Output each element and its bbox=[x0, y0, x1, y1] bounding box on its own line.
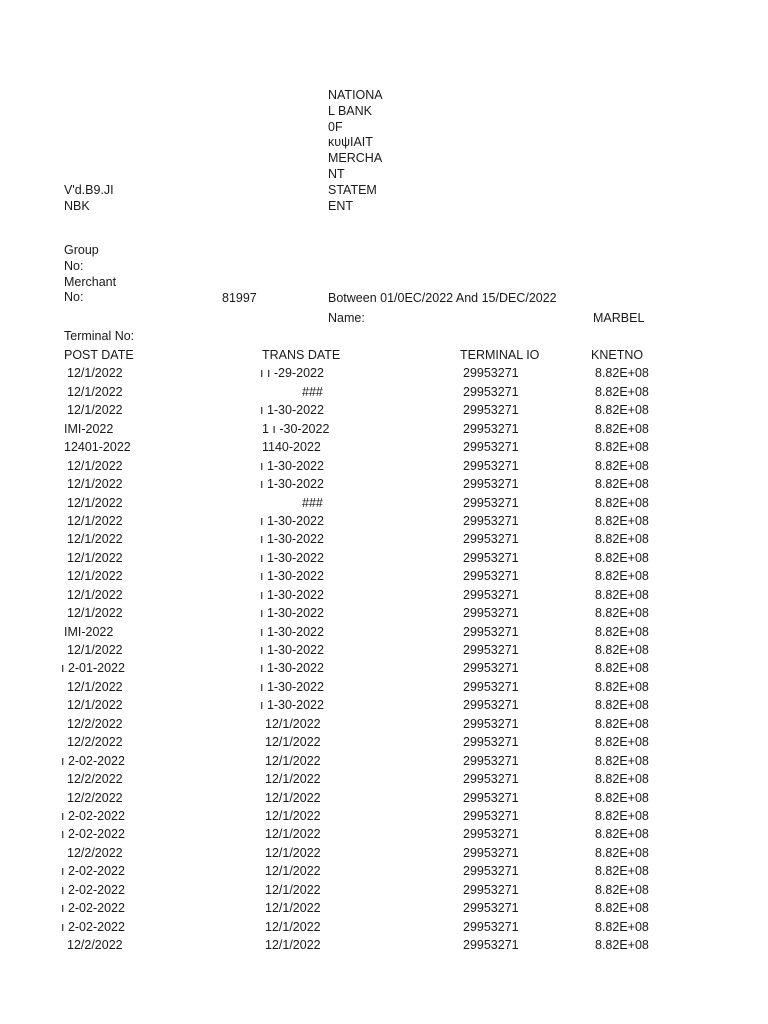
knetno-cell: 8.82E+08 bbox=[595, 661, 649, 676]
knetno-cell: 8.82E+08 bbox=[595, 550, 649, 565]
post-date-cell: IMI-2022 bbox=[64, 421, 114, 436]
post-date-cell: 12/2/2022 bbox=[67, 845, 123, 860]
trans-date-cell: ı 1-30-2022 bbox=[260, 643, 324, 657]
trans-date-cell: ı 1-30-2022 bbox=[260, 679, 324, 694]
knetno-cell: 8.82E+08 bbox=[595, 772, 649, 787]
bank-title-line: MERCHA bbox=[328, 151, 383, 166]
trans-date-cell: 12/1/2022 bbox=[265, 845, 321, 860]
knetno-cell: 8.82E+08 bbox=[595, 587, 649, 602]
terminal-id-cell: 29953271 bbox=[463, 827, 519, 842]
terminal-id-cell: 29953271 bbox=[463, 790, 519, 805]
trans-date-cell: 12/1/2022 bbox=[265, 808, 321, 823]
trans-date-cell: 12/1/2022 bbox=[265, 919, 321, 934]
terminal-id-cell: 29953271 bbox=[463, 698, 519, 713]
table-row bbox=[0, 881, 768, 899]
terminal-label: Terminal No: bbox=[64, 329, 135, 343]
knetno-cell: 8.82E+08 bbox=[595, 458, 649, 473]
table-row bbox=[0, 770, 768, 788]
knetno-cell: 8.82E+08 bbox=[595, 753, 649, 768]
terminal-id-cell: 29953271 bbox=[463, 624, 519, 639]
merchant-number: 81997 bbox=[222, 291, 257, 305]
terminal-id-cell: 29953271 bbox=[463, 938, 519, 952]
knetno-cell: 8.82E+08 bbox=[595, 606, 649, 621]
bank-title-line: STATEM bbox=[328, 182, 377, 197]
post-date-cell: ı 2-02-2022 bbox=[61, 808, 125, 823]
table-row bbox=[0, 936, 768, 954]
terminal-id-cell: 29953271 bbox=[463, 384, 519, 399]
terminal-id-cell: 29953271 bbox=[463, 513, 519, 528]
left-header bbox=[64, 183, 114, 215]
trans-date-cell: ı 1-30-2022 bbox=[260, 698, 324, 713]
terminal-id-cell: 29953271 bbox=[463, 643, 519, 657]
trans-date-cell: ı 1-30-2022 bbox=[260, 661, 324, 676]
table-row bbox=[0, 530, 768, 548]
post-date-cell: 12/1/2022 bbox=[67, 698, 123, 713]
trans-date-cell: 12/1/2022 bbox=[265, 938, 321, 952]
group-merchant-labels bbox=[64, 243, 116, 306]
post-date-cell: 12/1/2022 bbox=[67, 587, 123, 602]
knetno-cell: 8.82E+08 bbox=[595, 366, 649, 381]
trans-date-cell: 12/1/2022 bbox=[265, 864, 321, 879]
table-row bbox=[0, 733, 768, 751]
table-row bbox=[0, 457, 768, 475]
table-row bbox=[0, 807, 768, 825]
header-terminal-id: TERMINAL IO bbox=[460, 348, 540, 362]
post-date-cell: IMI-2022 bbox=[64, 624, 114, 639]
terminal-id-cell: 29953271 bbox=[463, 808, 519, 823]
post-date-cell: ı 2-01-2022 bbox=[61, 661, 125, 676]
post-date-cell: 12/2/2022 bbox=[67, 790, 123, 805]
trans-date-cell: ı 1-30-2022 bbox=[260, 587, 324, 602]
table-row bbox=[0, 623, 768, 641]
post-date-cell: ı 2-02-2022 bbox=[61, 864, 125, 879]
trans-date-cell: ı 1-30-2022 bbox=[260, 477, 324, 492]
table-body bbox=[0, 364, 768, 954]
group-label-line: Merchant bbox=[64, 274, 117, 289]
trans-date-cell: ### bbox=[302, 495, 323, 510]
terminal-id-cell: 29953271 bbox=[463, 421, 519, 436]
left-header-line: V'd.B9.JI bbox=[64, 183, 114, 197]
terminal-id-cell: 29953271 bbox=[463, 477, 519, 492]
table-row bbox=[0, 844, 768, 862]
bank-title-line: κυψIAIT bbox=[328, 135, 373, 150]
terminal-id-cell: 29953271 bbox=[463, 606, 519, 621]
terminal-id-cell: 29953271 bbox=[463, 753, 519, 768]
table-row bbox=[0, 420, 768, 438]
terminal-id-cell: 29953271 bbox=[463, 882, 519, 897]
knetno-cell: 8.82E+08 bbox=[595, 698, 649, 713]
group-label-line: Group bbox=[64, 243, 99, 257]
table-row bbox=[0, 696, 768, 714]
table-row bbox=[0, 383, 768, 401]
trans-date-cell: 12/1/2022 bbox=[265, 882, 321, 897]
knetno-cell: 8.82E+08 bbox=[595, 735, 649, 750]
knetno-cell: 8.82E+08 bbox=[595, 440, 649, 455]
terminal-id-cell: 29953271 bbox=[463, 919, 519, 934]
post-date-cell: 12/1/2022 bbox=[67, 366, 123, 381]
knetno-cell: 8.82E+08 bbox=[595, 808, 649, 823]
trans-date-cell: ı 1-30-2022 bbox=[260, 458, 324, 473]
post-date-cell: 12/1/2022 bbox=[67, 532, 123, 547]
bank-title bbox=[328, 88, 383, 214]
trans-date-cell: ı 1-30-2022 bbox=[260, 606, 324, 621]
post-date-cell: 12/1/2022 bbox=[67, 643, 123, 657]
post-date-cell: ı 2-02-2022 bbox=[61, 901, 125, 916]
knetno-cell: 8.82E+08 bbox=[595, 495, 649, 510]
post-date-cell: 12/1/2022 bbox=[67, 477, 123, 492]
table-row bbox=[0, 659, 768, 677]
trans-date-cell: ı 1-30-2022 bbox=[260, 532, 324, 547]
post-date-cell: 12/2/2022 bbox=[67, 772, 123, 787]
terminal-id-cell: 29953271 bbox=[463, 901, 519, 916]
knetno-cell: 8.82E+08 bbox=[595, 569, 649, 584]
statement-period: Botween 01/0EC/2022 And 15/DEC/2022 bbox=[328, 291, 557, 305]
knetno-cell: 8.82E+08 bbox=[595, 919, 649, 934]
trans-date-cell: ı ı -29-2022 bbox=[260, 366, 324, 381]
table-row bbox=[0, 789, 768, 807]
knetno-cell: 8.82E+08 bbox=[595, 827, 649, 842]
post-date-cell: 12/1/2022 bbox=[67, 550, 123, 565]
terminal-id-cell: 29953271 bbox=[463, 772, 519, 787]
trans-date-cell: 1 ı -30-2022 bbox=[262, 421, 330, 436]
table-row bbox=[0, 678, 768, 696]
terminal-id-cell: 29953271 bbox=[463, 587, 519, 602]
knetno-cell: 8.82E+08 bbox=[595, 864, 649, 879]
group-label-line: No: bbox=[64, 290, 84, 305]
trans-date-cell: 12/1/2022 bbox=[265, 790, 321, 805]
knetno-cell: 8.82E+08 bbox=[595, 790, 649, 805]
post-date-cell: 12/1/2022 bbox=[67, 513, 123, 528]
knetno-cell: 8.82E+08 bbox=[595, 513, 649, 528]
post-date-cell: ı 2-02-2022 bbox=[61, 919, 125, 934]
name-label: Name: bbox=[328, 311, 365, 325]
terminal-id-cell: 29953271 bbox=[463, 569, 519, 584]
knetno-cell: 8.82E+08 bbox=[595, 716, 649, 731]
post-date-cell: 12/2/2022 bbox=[67, 716, 123, 731]
name-value: MARBEL bbox=[593, 311, 645, 325]
knetno-cell: 8.82E+08 bbox=[595, 938, 649, 952]
knetno-cell: 8.82E+08 bbox=[595, 421, 649, 436]
header-knetno: KNETNO bbox=[591, 348, 644, 362]
bank-title-line: ENT bbox=[328, 198, 353, 213]
knetno-cell: 8.82E+08 bbox=[595, 532, 649, 547]
table-row bbox=[0, 475, 768, 493]
table-row bbox=[0, 825, 768, 843]
post-date-cell: ı 2-02-2022 bbox=[61, 827, 125, 842]
trans-date-cell: 1140-2022 bbox=[262, 440, 321, 455]
trans-date-cell: ı 1-30-2022 bbox=[260, 624, 324, 639]
transactions-table bbox=[0, 346, 768, 954]
table-row bbox=[0, 586, 768, 604]
table-row bbox=[0, 899, 768, 917]
table-row bbox=[0, 494, 768, 512]
post-date-cell: 12/1/2022 bbox=[67, 384, 123, 399]
bank-title-line: NATIONA bbox=[328, 88, 383, 102]
terminal-id-cell: 29953271 bbox=[463, 532, 519, 547]
post-date-cell: 12/2/2022 bbox=[67, 938, 123, 952]
post-date-cell: 12/1/2022 bbox=[67, 569, 123, 584]
table-header-row bbox=[0, 346, 768, 364]
trans-date-cell: 12/1/2022 bbox=[265, 772, 321, 787]
post-date-cell: 12/1/2022 bbox=[67, 679, 123, 694]
bank-title-line: L BANK bbox=[328, 103, 373, 118]
terminal-id-cell: 29953271 bbox=[463, 403, 519, 418]
terminal-id-cell: 29953271 bbox=[463, 716, 519, 731]
knetno-cell: 8.82E+08 bbox=[595, 477, 649, 492]
knetno-cell: 8.82E+08 bbox=[595, 384, 649, 399]
post-date-cell: 12/2/2022 bbox=[67, 735, 123, 750]
trans-date-cell: ı 1-30-2022 bbox=[260, 403, 324, 418]
trans-date-cell: 12/1/2022 bbox=[265, 901, 321, 916]
trans-date-cell: 12/1/2022 bbox=[265, 753, 321, 768]
terminal-id-cell: 29953271 bbox=[463, 366, 519, 381]
trans-date-cell: 12/1/2022 bbox=[265, 716, 321, 731]
trans-date-cell: ı 1-30-2022 bbox=[260, 569, 324, 584]
terminal-id-cell: 29953271 bbox=[463, 735, 519, 750]
knetno-cell: 8.82E+08 bbox=[595, 643, 649, 657]
post-date-cell: 12401-2022 bbox=[64, 440, 131, 455]
trans-date-cell: 12/1/2022 bbox=[265, 735, 321, 750]
knetno-cell: 8.82E+08 bbox=[595, 403, 649, 418]
table-row bbox=[0, 549, 768, 567]
bank-title-line: 0F bbox=[328, 119, 343, 134]
post-date-cell: 12/1/2022 bbox=[67, 458, 123, 473]
trans-date-cell: ı 1-30-2022 bbox=[260, 513, 324, 528]
table-row bbox=[0, 715, 768, 733]
terminal-id-cell: 29953271 bbox=[463, 458, 519, 473]
table-row bbox=[0, 512, 768, 530]
table-row bbox=[0, 438, 768, 456]
table-row bbox=[0, 641, 768, 659]
group-label-line: No: bbox=[64, 258, 84, 273]
table-row bbox=[0, 918, 768, 936]
header-trans-date: TRANS DATE bbox=[262, 348, 341, 362]
terminal-id-cell: 29953271 bbox=[463, 440, 519, 455]
table-row bbox=[0, 567, 768, 585]
trans-date-cell: 12/1/2022 bbox=[265, 827, 321, 842]
post-date-cell: 12/1/2022 bbox=[67, 606, 123, 621]
terminal-id-cell: 29953271 bbox=[463, 661, 519, 676]
knetno-cell: 8.82E+08 bbox=[595, 901, 649, 916]
knetno-cell: 8.82E+08 bbox=[595, 679, 649, 694]
knetno-cell: 8.82E+08 bbox=[595, 845, 649, 860]
left-header-line: NBK bbox=[64, 198, 90, 213]
knetno-cell: 8.82E+08 bbox=[595, 882, 649, 897]
post-date-cell: ı 2-02-2022 bbox=[61, 882, 125, 897]
header-post-date: POST DATE bbox=[64, 348, 134, 362]
trans-date-cell: ### bbox=[302, 384, 323, 399]
table-row bbox=[0, 401, 768, 419]
terminal-id-cell: 29953271 bbox=[463, 845, 519, 860]
terminal-id-cell: 29953271 bbox=[463, 550, 519, 565]
terminal-id-cell: 29953271 bbox=[463, 679, 519, 694]
post-date-cell: ı 2-02-2022 bbox=[61, 753, 125, 768]
table-row bbox=[0, 364, 768, 382]
table-row bbox=[0, 862, 768, 880]
terminal-id-cell: 29953271 bbox=[463, 864, 519, 879]
trans-date-cell: ı 1-30-2022 bbox=[260, 550, 324, 565]
knetno-cell: 8.82E+08 bbox=[595, 624, 649, 639]
terminal-id-cell: 29953271 bbox=[463, 495, 519, 510]
table-row bbox=[0, 604, 768, 622]
table-row bbox=[0, 752, 768, 770]
bank-title-line: NT bbox=[328, 166, 345, 181]
post-date-cell: 12/1/2022 bbox=[67, 495, 123, 510]
post-date-cell: 12/1/2022 bbox=[67, 403, 123, 418]
